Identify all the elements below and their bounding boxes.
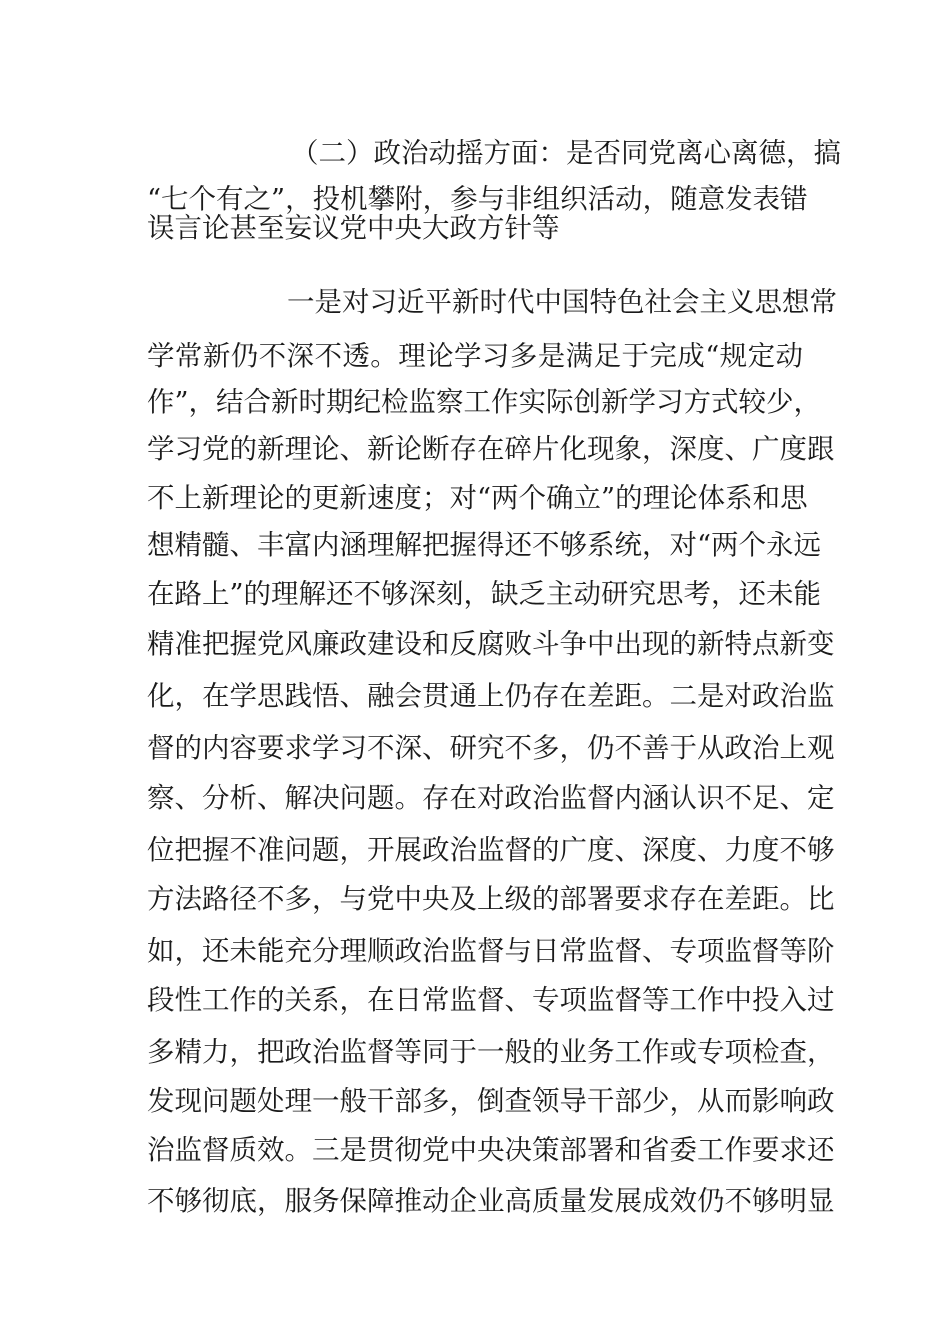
body-line-14: 如，还未能充分理顺政治监督与日常监督、专项监督等阶 bbox=[147, 935, 835, 967]
body-line-17: 发现问题处理一般干部多，倒查领导干部少，从而影响政 bbox=[147, 1085, 835, 1117]
body-line-4: 学习党的新理论、新论断存在碎片化现象，深度、广度跟 bbox=[147, 433, 835, 465]
section-heading-line-1: （二）政治动摇方面：是否同党离心离德，搞 bbox=[291, 137, 841, 169]
body-line-1: 一是对习近平新时代中国特色社会主义思想常 bbox=[287, 286, 837, 318]
body-line-7: 在路上”的理解还不够深刻，缺乏主动研究思考，还未能 bbox=[147, 578, 822, 610]
body-line-11: 察、分析、解决问题。存在对政治监督内涵认识不足、定 bbox=[147, 782, 835, 814]
body-line-9: 化，在学思践悟、融会贯通上仍存在差距。二是对政治监 bbox=[147, 680, 835, 712]
body-line-2: 学常新仍不深不透。理论学习多是满足于完成“规定动 bbox=[147, 340, 803, 372]
section-heading-line-3: 误言论甚至妄议党中央大政方针等 bbox=[147, 212, 560, 244]
body-line-15: 段性工作的关系，在日常监督、专项监督等工作中投入过 bbox=[147, 984, 835, 1016]
body-line-18: 治监督质效。三是贯彻党中央决策部署和省委工作要求还 bbox=[147, 1134, 835, 1166]
body-line-19: 不够彻底，服务保障推动企业高质量发展成效仍不够明显 bbox=[147, 1185, 835, 1217]
body-line-13: 方法路径不多，与党中央及上级的部署要求存在差距。比 bbox=[147, 883, 835, 915]
body-line-8: 精准把握党风廉政建设和反腐败斗争中出现的新特点新变 bbox=[147, 628, 835, 660]
body-line-3: 作”，结合新时期纪检监察工作实际创新学习方式较少， bbox=[147, 386, 822, 418]
section-heading-line-2: “七个有之”，投机攀附，参与非组织活动，随意发表错 bbox=[147, 183, 808, 215]
body-line-6: 想精髓、丰富内涵理解把握得还不够系统，对“两个永远 bbox=[147, 529, 822, 561]
body-line-12: 位把握不准问题，开展政治监督的广度、深度、力度不够 bbox=[147, 834, 835, 866]
body-line-5: 不上新理论的更新速度；对“两个确立”的理论体系和思 bbox=[147, 482, 808, 514]
body-line-10: 督的内容要求学习不深、研究不多，仍不善于从政治上观 bbox=[147, 732, 835, 764]
body-line-16: 多精力，把政治监督等同于一般的业务工作或专项检查， bbox=[147, 1036, 835, 1068]
